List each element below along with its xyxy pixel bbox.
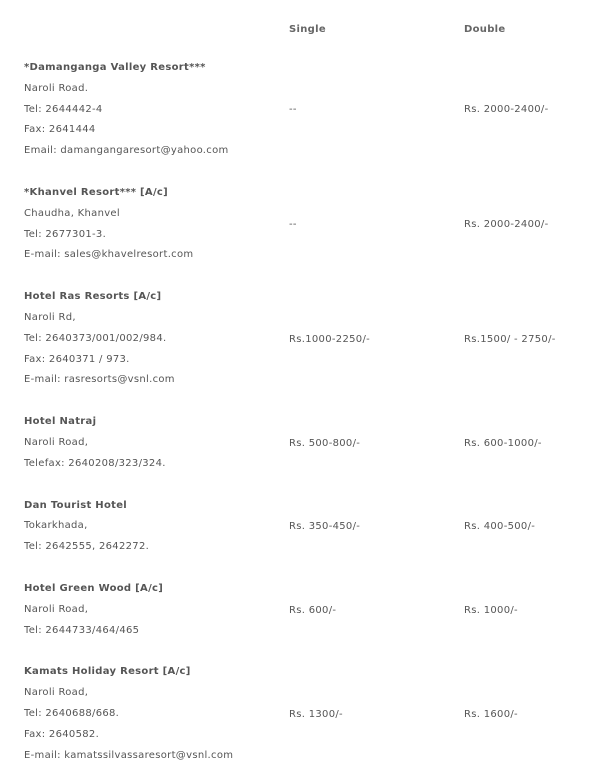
single-rate: Rs. 350-450/- — [289, 521, 361, 533]
hotel-detail: E-mail: kamatssilvassaresort@vsnl.com — [24, 749, 234, 761]
row-spacer — [0, 266, 606, 287]
single-rate: Rs. 500-800/- — [289, 437, 361, 449]
single-rate: -- — [289, 219, 297, 231]
table-row — [0, 496, 606, 558]
single-rate: Rs. 600/- — [289, 604, 337, 616]
header-row — [0, 0, 606, 58]
table-row — [0, 58, 606, 162]
single-rate: Rs.1000-2250/- — [289, 333, 371, 345]
spacer-cell — [0, 266, 606, 287]
hotel-detail: Tokarkhada, — [24, 520, 88, 532]
hotel-info — [0, 496, 289, 558]
double-rate: Rs. 600-1000/- — [464, 437, 542, 449]
double-rate: Rs. 1600/- — [464, 708, 518, 720]
row-spacer — [0, 475, 606, 496]
hotel-detail: Naroli Road. — [24, 82, 89, 94]
single-rate: Rs. 1300/- — [289, 708, 343, 720]
double-rate: Rs.1500/ - 2750/- — [464, 333, 556, 345]
row-spacer — [0, 558, 606, 579]
spacer-cell — [0, 391, 606, 412]
table-row — [0, 579, 606, 641]
double-rate: Rs. 400-500/- — [464, 521, 536, 533]
hotel-name: Hotel Ras Resorts [A/c] — [24, 291, 162, 303]
hotel-name: Kamats Holiday Resort [A/c] — [24, 666, 191, 678]
hotel-detail: Email: damangangaresort@yahoo.com — [24, 145, 229, 157]
hotel-info — [0, 287, 289, 391]
hotel-detail: Telefax: 2640208/323/324. — [24, 457, 166, 469]
hotel-detail: E-mail: rasresorts@vsnl.com — [24, 374, 175, 386]
header-single: Single — [289, 23, 326, 35]
table-row — [0, 412, 606, 474]
hotel-detail: Naroli Road, — [24, 687, 89, 699]
table-row — [0, 662, 606, 766]
hotel-name: Hotel Natraj — [24, 416, 97, 428]
table-row — [0, 183, 606, 266]
table-row — [0, 287, 606, 391]
hotel-detail: Tel: 2640373/001/002/984. — [24, 332, 167, 344]
hotel-info — [0, 412, 289, 474]
spacer-cell — [0, 162, 606, 183]
hotel-detail: Naroli Road, — [24, 603, 89, 615]
table-body — [0, 58, 606, 766]
hotel-info — [0, 579, 289, 641]
hotel-name: *Khanvel Resort*** [A/c] — [24, 186, 169, 198]
hotel-detail: E-mail: sales@khavelresort.com — [24, 249, 194, 261]
row-spacer — [0, 162, 606, 183]
hotel-detail: Tel: 2644733/464/465 — [24, 624, 140, 636]
spacer-cell — [0, 475, 606, 496]
row-spacer — [0, 391, 606, 412]
hotel-name: Hotel Green Wood [A/c] — [24, 582, 164, 594]
hotel-name: Dan Tourist Hotel — [24, 499, 128, 511]
spacer-cell — [0, 641, 606, 662]
hotel-detail: Naroli Rd, — [24, 311, 76, 323]
row-spacer — [0, 641, 606, 662]
hotel-detail: Tel: 2644442-4 — [24, 103, 103, 115]
hotel-detail: Tel: 2640688/668. — [24, 707, 120, 719]
single-rate: -- — [289, 104, 297, 116]
hotel-detail: Fax: 2640371 / 973. — [24, 353, 130, 365]
double-rate: Rs. 1000/- — [464, 604, 518, 616]
header-hotel — [0, 0, 289, 58]
double-rate: Rs. 2000-2400/- — [464, 219, 549, 231]
hotel-detail: Naroli Road, — [24, 436, 89, 448]
hotel-detail: Chaudha, Khanvel — [24, 207, 120, 219]
hotel-info — [0, 58, 289, 162]
spacer-cell — [0, 558, 606, 579]
hotel-detail: Fax: 2640582. — [24, 728, 100, 740]
hotel-detail: Tel: 2642555, 2642272. — [24, 541, 150, 553]
hotel-info — [0, 662, 289, 766]
hotel-detail: Fax: 2641444 — [24, 124, 96, 136]
hotel-detail: Tel: 2677301-3. — [24, 228, 107, 240]
hotel-name: *Damanganga Valley Resort*** — [24, 62, 206, 73]
hotel-info — [0, 183, 289, 266]
header-double: Double — [464, 23, 506, 35]
double-rate: Rs. 2000-2400/- — [464, 104, 549, 116]
